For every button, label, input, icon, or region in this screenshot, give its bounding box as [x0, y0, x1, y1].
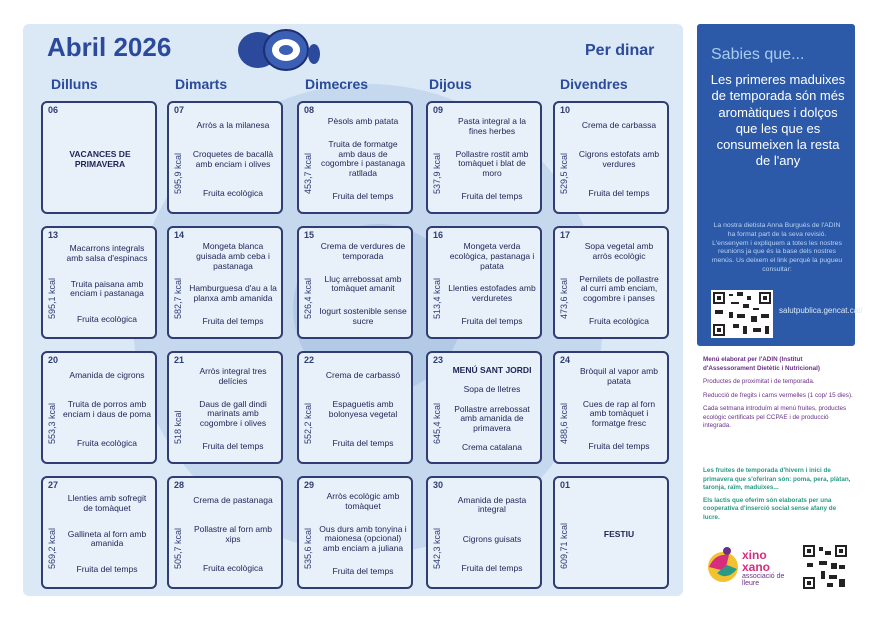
dish-item: Truita de porros amb enciam i daus de poma: [63, 398, 151, 419]
dish-list: [575, 361, 663, 458]
dish-item: Pèsols amb patata: [327, 116, 399, 127]
kcal-label: 518 kcal: [173, 410, 183, 444]
info-fruites: Les fruites de temporada d'hivern i inici de primavera que s'oferiran són: poma, pera, plàtan, taronja, raïm, maduixes...: [703, 467, 851, 491]
dish-list: [63, 236, 151, 333]
sidebar-link[interactable]: salutpublica.gencat.cat/: [779, 306, 863, 315]
dish-item: Daus de gall dindi marinats amb cogombre i olives: [199, 398, 267, 429]
day-number: 23: [433, 355, 444, 365]
sidebar-note: La nostra dietista Anna Burgués de l'ADIN ha format part de la seva revisió. L'ensenyem i expliquem a totes les nostres reunions ja que és la base dels nostres menús. Us deixem el link perquè la pugueu consultar:: [711, 222, 843, 274]
dish-item: Espaguetis amb bolonyesa vegetal: [328, 398, 398, 419]
kcal-label: 505,7 kcal: [173, 527, 183, 569]
day-number: 30: [433, 480, 444, 490]
dish-item: Sopa de lletres: [463, 384, 521, 395]
kcal-label: 473,6 kcal: [559, 277, 569, 319]
menu-day-cell: [553, 226, 669, 339]
menu-day-cell: [167, 101, 283, 214]
menu-day-cell: [426, 476, 542, 589]
dish-item: Croquetes de bacallà amb enciam i olives: [192, 148, 274, 169]
kcal-label: 535,6 kcal: [303, 527, 313, 569]
dish-item: Fruita del temps: [461, 562, 523, 573]
day-header: Dijous: [429, 76, 472, 92]
kcal-label: 529,5 kcal: [559, 152, 569, 194]
day-number: 07: [174, 105, 185, 115]
xino-xano-logo-icon: [705, 545, 741, 585]
menu-day-cell: [426, 101, 542, 214]
dish-list: [448, 361, 536, 458]
kcal-label: 645,4 kcal: [432, 402, 442, 444]
menu-day-cell: [297, 101, 413, 214]
dish-list: [575, 236, 663, 333]
day-number: 06: [48, 105, 59, 115]
dish-item: Crema catalana: [461, 442, 522, 453]
kcal-label: 552,2 kcal: [303, 402, 313, 444]
menu-day-cell: [553, 351, 669, 464]
info-elaborat: Menú elaborat per l'ADIN (Institut d'Assessorament Dietètic i Nutricional): [703, 356, 820, 372]
day-number: 16: [433, 230, 444, 240]
dish-list: [448, 486, 536, 583]
dish-item: Llenties amb sofregit de tomàquet: [67, 493, 147, 513]
dish-item: Pasta integral a la fines herbes: [457, 116, 527, 137]
dish-item: Fruita ecològica: [588, 315, 649, 326]
dish-list: [319, 486, 407, 583]
qr-code-icon[interactable]: [711, 290, 773, 338]
dish-list: [189, 236, 277, 333]
dish-item: Crema de verdures de temporada: [320, 241, 406, 262]
blueberry-icon: [236, 28, 320, 72]
dish-list: [448, 236, 536, 333]
info-lactis: Els lactis que oferim són elaborats per una cooperativa d'inserció social sense afany de lucre.: [703, 496, 837, 521]
kcal-label: 569,2 kcal: [47, 527, 57, 569]
menu-info: [703, 356, 853, 436]
fruit-info: [703, 467, 853, 526]
day-number: 20: [48, 355, 59, 365]
dish-item: Crema de carbassó: [325, 369, 401, 380]
kcal-label: 582,7 kcal: [173, 277, 183, 319]
dish-item: Pernilets de pollastre al curri amb enciam, cogombre i panses: [579, 273, 659, 304]
kcal-label: 553,3 kcal: [47, 402, 57, 444]
dish-item: Crema de carbassa: [581, 119, 657, 130]
day-number: 27: [48, 480, 59, 490]
dish-item: Pollastre arrebossat amb amanida de primavera: [454, 403, 530, 434]
day-number: 10: [560, 105, 571, 115]
day-header: Dilluns: [51, 76, 98, 92]
dish-item: Fruita del temps: [461, 315, 523, 326]
dish-item: Crema de pastanaga: [193, 494, 273, 505]
dish-item: Ous durs amb tonyina i maionesa (opcional) amb enciam a juliana: [319, 523, 407, 554]
kcal-label: 453,7 kcal: [303, 152, 313, 194]
dish-item: Fruita del temps: [588, 187, 650, 198]
menu-day-cell: [297, 226, 413, 339]
dish-list: [319, 236, 407, 333]
dish-item: Fruita ecològica: [202, 187, 263, 198]
dish-item: Pollastre al forn amb xips: [194, 523, 272, 544]
menu-day-cell: [426, 226, 542, 339]
dish-item: Arròs ecològic amb tomàquet: [326, 491, 400, 512]
qr-code-logo-icon[interactable]: [803, 545, 847, 589]
menu-day-cell: [553, 476, 669, 589]
menu-day-cell: [41, 351, 157, 464]
info-ecologic: Cada setmana introduïm al menú fruites, productes ecològic certificats pel CCPAE i de producció integrada.: [703, 405, 847, 429]
day-number: 13: [48, 230, 59, 240]
dish-list: [319, 361, 407, 458]
dish-list: [319, 111, 407, 208]
menu-day-cell: [167, 476, 283, 589]
menu-day-cell: [41, 226, 157, 339]
dish-item: Fruita del temps: [332, 190, 394, 201]
kcal-label: 513,4 kcal: [432, 277, 442, 319]
dish-item: Cigrons guisats: [462, 533, 522, 544]
kcal-label: 542,3 kcal: [432, 527, 442, 569]
day-number: 21: [174, 355, 185, 365]
dish-item: Hamburguesa d'au a la planxa amb amanida: [189, 283, 277, 304]
kcal-label: 488,6 kcal: [559, 402, 569, 444]
dish-item: Llenties estofades amb verduretes: [448, 283, 536, 304]
dish-item: Fruita del temps: [588, 440, 650, 451]
dish-item: Fruita ecològica: [202, 562, 263, 573]
menu-day-cell: [41, 476, 157, 589]
day-number: 28: [174, 480, 185, 490]
kcal-label: 526,4 kcal: [303, 277, 313, 319]
kcal-label: 595,9 kcal: [173, 152, 183, 194]
dish-item: Amanida de cigrons: [69, 369, 145, 380]
menu-day-cell: [553, 101, 669, 214]
dish-item: Sopa vegetal amb arròs ecològic: [584, 241, 654, 262]
menu-day-cell: [167, 226, 283, 339]
menu-day-cell: [41, 101, 157, 214]
dish-list: [49, 111, 151, 208]
dish-item: Arròs a la milanesa: [196, 119, 270, 130]
day-number: 22: [304, 355, 315, 365]
dish-item: Macarrons integrals amb salsa d'espinacs: [66, 243, 148, 263]
menu-day-cell: [167, 351, 283, 464]
dish-item: Cues de rap al forn amb tomàquet i formatge fresc: [582, 398, 656, 429]
dish-list: [448, 111, 536, 208]
day-number: 14: [174, 230, 185, 240]
kcal-label: 609,71 kcal: [559, 522, 569, 569]
dish-list: [189, 486, 277, 583]
dish-item: Mongeta verda ecològica, pastanaga i patata: [449, 241, 535, 271]
menu-day-cell: [297, 476, 413, 589]
menu-day-cell: [297, 351, 413, 464]
dish-item: Fruita del temps: [202, 440, 264, 451]
sidebar-fact: Les primeres maduixes de temporada són més aromàtiques i dolços que les que es consumeixen la resta de l'any: [710, 72, 846, 169]
dish-list: [63, 486, 151, 583]
dish-item: Lluç arrebossat amb tomàquet amanit: [324, 273, 402, 294]
dish-list: [189, 361, 277, 458]
day-header: Dimecres: [305, 76, 369, 92]
dish-item: Truita paisana amb enciam i pastanaga: [70, 278, 144, 299]
dish-item: Fruita ecològica: [76, 314, 137, 325]
did-you-know-panel: [697, 24, 863, 346]
day-number: 09: [433, 105, 444, 115]
logo-text: xino xano associació de lleure: [742, 548, 785, 587]
dish-item: Fruita del temps: [332, 437, 394, 448]
dish-item: Fruita del temps: [202, 315, 264, 326]
dish-item: Fruita del temps: [332, 565, 394, 576]
dish-item: FESTIU: [603, 528, 635, 539]
dish-list: [189, 111, 277, 208]
day-header: Dimarts: [175, 76, 228, 92]
dish-item: Arròs integral tres delícies: [199, 366, 267, 387]
dish-list: [63, 361, 151, 458]
dish-item: Mongeta blanca guisada amb ceba i pastanaga: [196, 241, 270, 271]
dish-item: Pollastre rostit amb tomàquet i blat de moro: [455, 148, 529, 179]
sidebar-title: Sabies que...: [711, 46, 805, 63]
dish-item: Fruita del temps: [461, 190, 523, 201]
day-number: 15: [304, 230, 315, 240]
day-header: Divendres: [560, 76, 628, 92]
dish-item: VACANCES DE PRIMAVERA: [69, 148, 131, 169]
day-number: 29: [304, 480, 315, 490]
day-number: 08: [304, 105, 315, 115]
dish-list: [575, 486, 663, 583]
info-reduccio: Reducció de fregits i carns vermelles (1 cop/ 15 dies).: [703, 391, 853, 399]
info-proximitat: Productes de proximitat i de temporada.: [703, 378, 815, 385]
day-number: 24: [560, 355, 571, 365]
dish-item: Cigrons estofats amb verdures: [578, 148, 660, 169]
dish-item: Bròquil al vapor amb patata: [580, 366, 658, 387]
dish-item: Amanida de pasta integral: [457, 494, 527, 515]
page-title: Abril 2026: [47, 32, 172, 62]
menu-day-cell: [426, 351, 542, 464]
kcal-label: 537,9 kcal: [432, 152, 442, 194]
dish-list: [575, 111, 663, 208]
dish-item: Truita de formatge amb daus de cogombre i pastanaga ratllada: [320, 138, 406, 179]
dish-item: Fruita ecològica: [76, 437, 137, 448]
dish-item: Gallineta al forn amb amanida: [67, 528, 147, 549]
meal-label: Per dinar: [585, 42, 655, 59]
calendar-panel: [23, 24, 683, 596]
day-number: 01: [560, 480, 571, 490]
dish-item: MENÚ SANT JORDI: [452, 364, 532, 375]
day-number: 17: [560, 230, 571, 240]
dish-item: Iogurt sostenible sense sucre: [319, 306, 407, 326]
dish-item: Fruita del temps: [76, 564, 138, 575]
kcal-label: 595,1 kcal: [47, 277, 57, 319]
